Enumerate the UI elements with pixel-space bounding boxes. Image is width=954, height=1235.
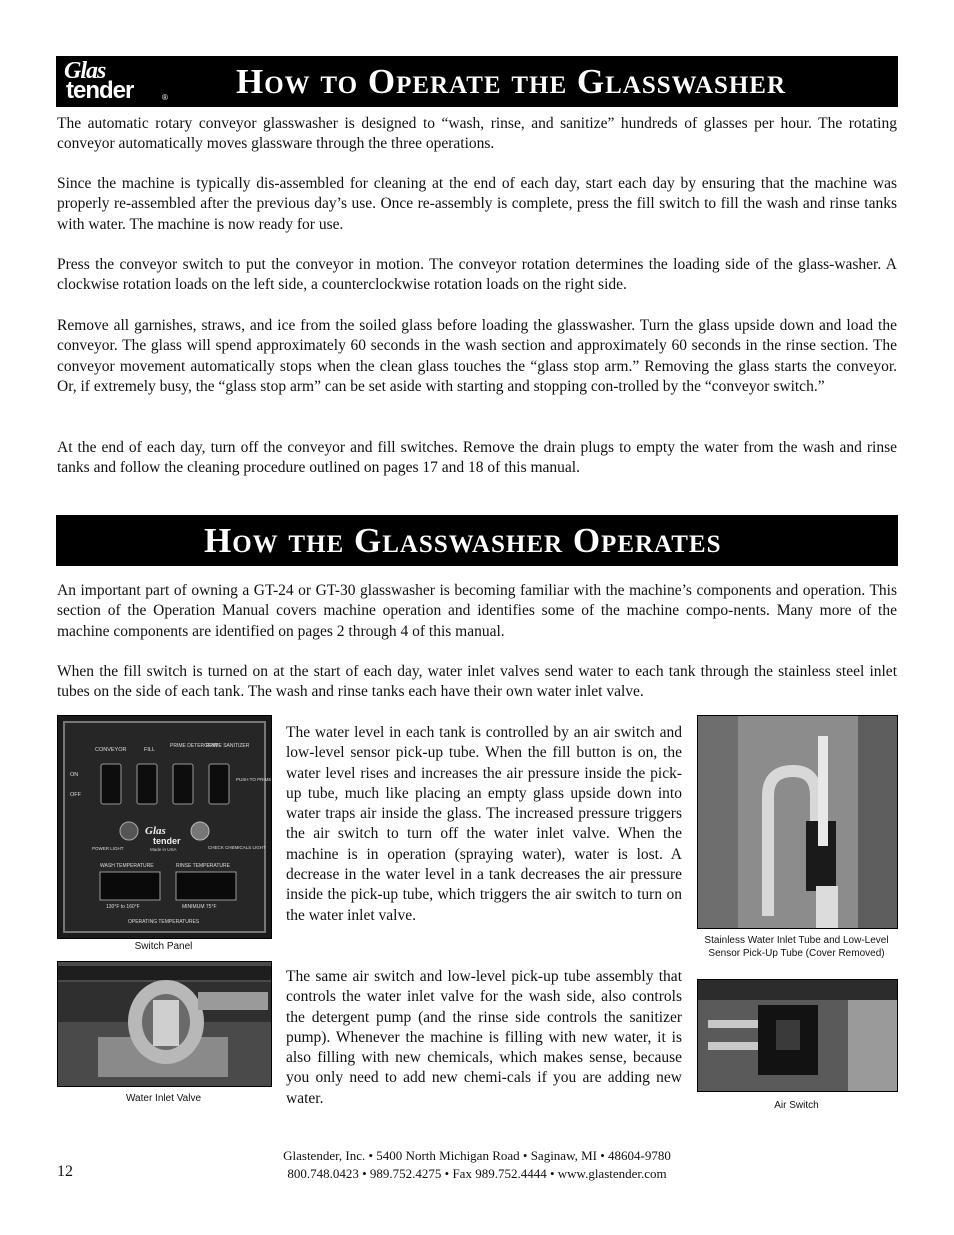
panel-label-off: OFF (70, 792, 81, 798)
panel-label-conveyor: CONVEYOR (95, 747, 127, 753)
footer-address: Glastender, Inc. • 5400 North Michigan Road • Saginaw, MI • 48604-9780 (283, 1148, 671, 1163)
paragraph: Remove all garnishes, straws, and ice from the soiled glass before loading the glasswasher. Turn the glass upside down and load the conveyor. The glass will spend approximately 60 seconds in the wash section and approximately 60 seconds in the rinse section. The conveyor movement automatically stops when the clean glass touches the “glass stop arm.” Removing the glass starts the conveyor. Or, if extremely busy, the “glass stop arm” can be set aside with starting and stopping con-trolled by the “conveyor switch.” (57, 317, 897, 395)
logo-reg: ® (162, 93, 168, 102)
caption-air-switch: Air Switch (774, 1100, 819, 1111)
rinse-temp-display (176, 872, 236, 900)
wash-temp-display (100, 872, 160, 900)
paragraph: The automatic rotary conveyor glasswasher is designed to “wash, rinse, and sanitize” hundreds of glasses per hour. The rotating conveyor automatically moves glassware through the three operations. (57, 115, 897, 153)
panel-label-on: ON (70, 772, 79, 778)
paragraph: An important part of owning a GT-24 or GT-30 glasswasher is becoming familiar with the machine’s components and operation. This section of the Operation Manual covers machine operation and identifies some of the machine compo-nents. Many more of the machine components are identified on pages 2 through 4 of this manual. (57, 582, 897, 640)
switch-panel-photo (57, 715, 272, 939)
water-inlet-valve-photo (57, 961, 272, 1087)
panel-label-wash-temp: WASH TEMPERATURE (100, 863, 154, 869)
panel-label-check-chemicals: CHECK CHEMICALS LIGHT (208, 845, 266, 850)
panel-logo-2: tender (153, 836, 181, 846)
paragraph: The water level in each tank is controlled by an air switch and low-level sensor pick-up tube. When the fill button is on, the water level rises and increases the air pressure inside the pick-up tube, much like placing an empty glass upside down into water traps air inside the glass. The increased pressure triggers the air switch to turn off the water inlet valve. When the machine is in operation (spraying water), water is lost. A decrease in the water level in a tank decreases the air pressure inside the pick-up tube, which triggers the air switch to turn on the water inlet valve. (286, 724, 682, 924)
section-title-operates: How the Glasswasher Operates (204, 521, 722, 560)
air-switch-graphic (698, 980, 897, 1091)
section-title-operate: How to Operate the Glasswasher (236, 62, 787, 101)
prime-sanitizer-switch (209, 764, 229, 804)
section-header-operates (56, 515, 898, 566)
paragraph: Since the machine is typically dis-assembled for cleaning at the end of each day, start each day by ensuring that the machine was properly re-assembled after the previous day’s use. Once re-assembly is complete, press the fill switch to fill the wash and rinse tanks with water. The machine is now ready for use. (57, 175, 897, 233)
panel-label-prime-sanitizer: PRIME SANITIZER (206, 743, 250, 749)
panel-operating-temps: OPERATING TEMPERATURES (128, 919, 200, 925)
paragraph: At the end of each day, turn off the conveyor and fill switches. Remove the drain plugs to empty the water from the wash and rinse tanks and follow the cleaning procedure outlined on pages 17 and 18 of this manual. (57, 439, 897, 477)
footer-contact: 800.748.0423 • 989.752.4275 • Fax 989.752.4444 • www.glastender.com (287, 1166, 667, 1181)
check-chemicals-light (191, 822, 209, 840)
panel-label-push-to-prime: PUSH TO PRIME (236, 777, 271, 782)
power-light (120, 822, 138, 840)
air-switch-photo (697, 979, 898, 1092)
panel-label-rinse-temp: RINSE TEMPERATURE (176, 863, 230, 869)
panel-logo: Glas (145, 825, 166, 837)
panel-label-fill: FILL (144, 747, 156, 753)
paragraph: When the fill switch is turned on at the start of each day, water inlet valves send water to each tank through the stainless steel inlet tubes on the side of each tank. The wash and rinse tanks each have their own water inlet valve. (57, 663, 897, 701)
panel-label-prime-detergent: PRIME DETERGENT (170, 743, 219, 749)
paragraph: Press the conveyor switch to put the conveyor in motion. The conveyor rotation determines the loading side of the glass-washer. A clockwise rotation loads on the left side, a counterclockwise rotation loads on the right side. (57, 256, 897, 294)
logo-line2: tender (66, 77, 134, 104)
paragraph: The same air switch and low-level pick-up tube assembly that controls the water inlet valve for the wash side, also controls the detergent pump (and the rinse side controls the sanitizer pump). Whenever the machine is filling with new water, it is also filling with new chemicals, which makes sense, because you only need to add new chemi-cals if you are adding new water. (286, 968, 682, 1107)
panel-label-power-light: POWER LIGHT (92, 846, 124, 851)
caption-switch-panel: Switch Panel (134, 941, 193, 952)
conveyor-switch (101, 764, 121, 804)
prime-detergent-switch (173, 764, 193, 804)
caption-water-inlet-valve: Water Inlet Valve (125, 1093, 202, 1104)
fill-switch (137, 764, 157, 804)
section-header-operate (56, 56, 898, 107)
inlet-tube-photo (697, 715, 898, 929)
glastender-logo (64, 58, 168, 104)
logo-line1: Glas (64, 58, 106, 84)
footer (180, 1147, 774, 1183)
switch-panel-graphic (58, 716, 271, 938)
panel-rinse-min: MINIMUM 75°F (182, 904, 217, 910)
water-inlet-valve-graphic (58, 962, 271, 1086)
page-number: 12 (57, 1163, 73, 1180)
panel-wash-range: 130°F to 160°F (106, 904, 140, 910)
inlet-tube-graphic (698, 716, 897, 928)
caption-inlet-tube: Stainless Water Inlet Tube and Low-Level Sensor Pick-Up Tube (Cover Removed) (704, 935, 889, 959)
panel-made-in: Made in USA (150, 847, 177, 852)
